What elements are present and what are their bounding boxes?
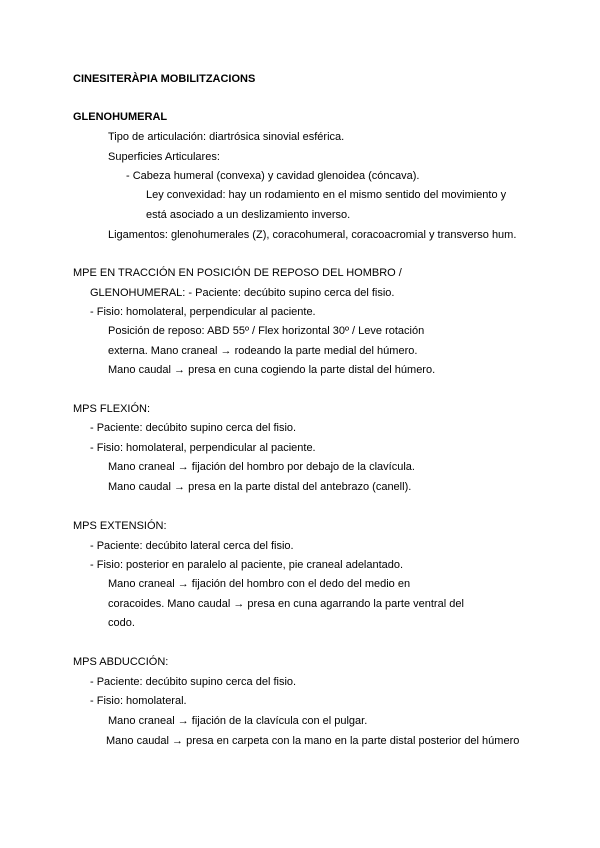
text-line: Tipo de articulación: diartrósica sinovial esférica. bbox=[108, 131, 345, 143]
document-title: CINESITERÀPIA MOBILITZACIONS bbox=[73, 73, 256, 85]
text-line: Mano craneal → fijación del hombro con el dedo del medio en bbox=[108, 578, 411, 590]
text-line: Posición de reposo: ABD 55º / Flex horizontal 30º / Leve rotación bbox=[108, 325, 425, 337]
section-heading-mps-flexion: MPS FLEXIÓN: bbox=[73, 403, 151, 415]
text-line: Mano caudal → presa en cuna cogiendo la parte distal del húmero. bbox=[108, 364, 436, 376]
text-line: - Fisio: posterior en paralelo al paciente, pie craneal adelantado. bbox=[90, 559, 404, 571]
text-line: - Cabeza humeral (convexa) y cavidad glenoidea (cóncava). bbox=[126, 170, 420, 182]
text-line: - Fisio: homolateral. bbox=[90, 695, 187, 707]
text-line: Mano craneal → fijación del hombro por debajo de la clavícula. bbox=[108, 461, 415, 473]
text-line: Mano caudal → presa en la parte distal del antebrazo (canell). bbox=[108, 481, 412, 493]
text-line: codo. bbox=[108, 617, 135, 629]
text-line: está asociado a un deslizamiento inverso. bbox=[146, 209, 351, 221]
text-line: Ligamentos: glenohumerales (Z), coracohumeral, coracoacromial y transverso hum. bbox=[108, 229, 517, 241]
text-line: - Fisio: homolateral, perpendicular al paciente. bbox=[90, 442, 316, 454]
text-line: - Paciente: decúbito supino cerca del fisio. bbox=[90, 676, 297, 688]
text-line: Mano craneal → fijación de la clavícula con el pulgar. bbox=[108, 715, 368, 727]
text-line: Mano caudal → presa en carpeta con la mano en la parte distal posterior del húmero bbox=[106, 735, 520, 747]
text-line: Superficies Articulares: bbox=[108, 151, 220, 163]
text-line: - Fisio: homolateral, perpendicular al paciente. bbox=[90, 306, 316, 318]
text-line: - Paciente: decúbito lateral cerca del fisio. bbox=[90, 540, 294, 552]
section-heading-mpe-traccion: MPE EN TRACCIÓN EN POSICIÓN DE REPOSO DEL HOMBRO / bbox=[73, 267, 402, 279]
text-line: externa. Mano craneal → rodeando la parte medial del húmero. bbox=[108, 345, 418, 357]
section-heading-mps-extension: MPS EXTENSIÓN: bbox=[73, 520, 167, 532]
text-line: - Paciente: decúbito supino cerca del fisio. bbox=[90, 422, 297, 434]
text-line: GLENOHUMERAL: - Paciente: decúbito supino cerca del fisio. bbox=[90, 287, 395, 299]
text-line: coracoides. Mano caudal → presa en cuna agarrando la parte ventral del bbox=[108, 598, 464, 610]
text-line: Ley convexidad: hay un rodamiento en el mismo sentido del movimiento y bbox=[146, 189, 507, 201]
section-heading-mps-abduccion: MPS ABDUCCIÓN: bbox=[73, 656, 169, 668]
section-heading-glenohumeral: GLENOHUMERAL bbox=[73, 111, 168, 123]
